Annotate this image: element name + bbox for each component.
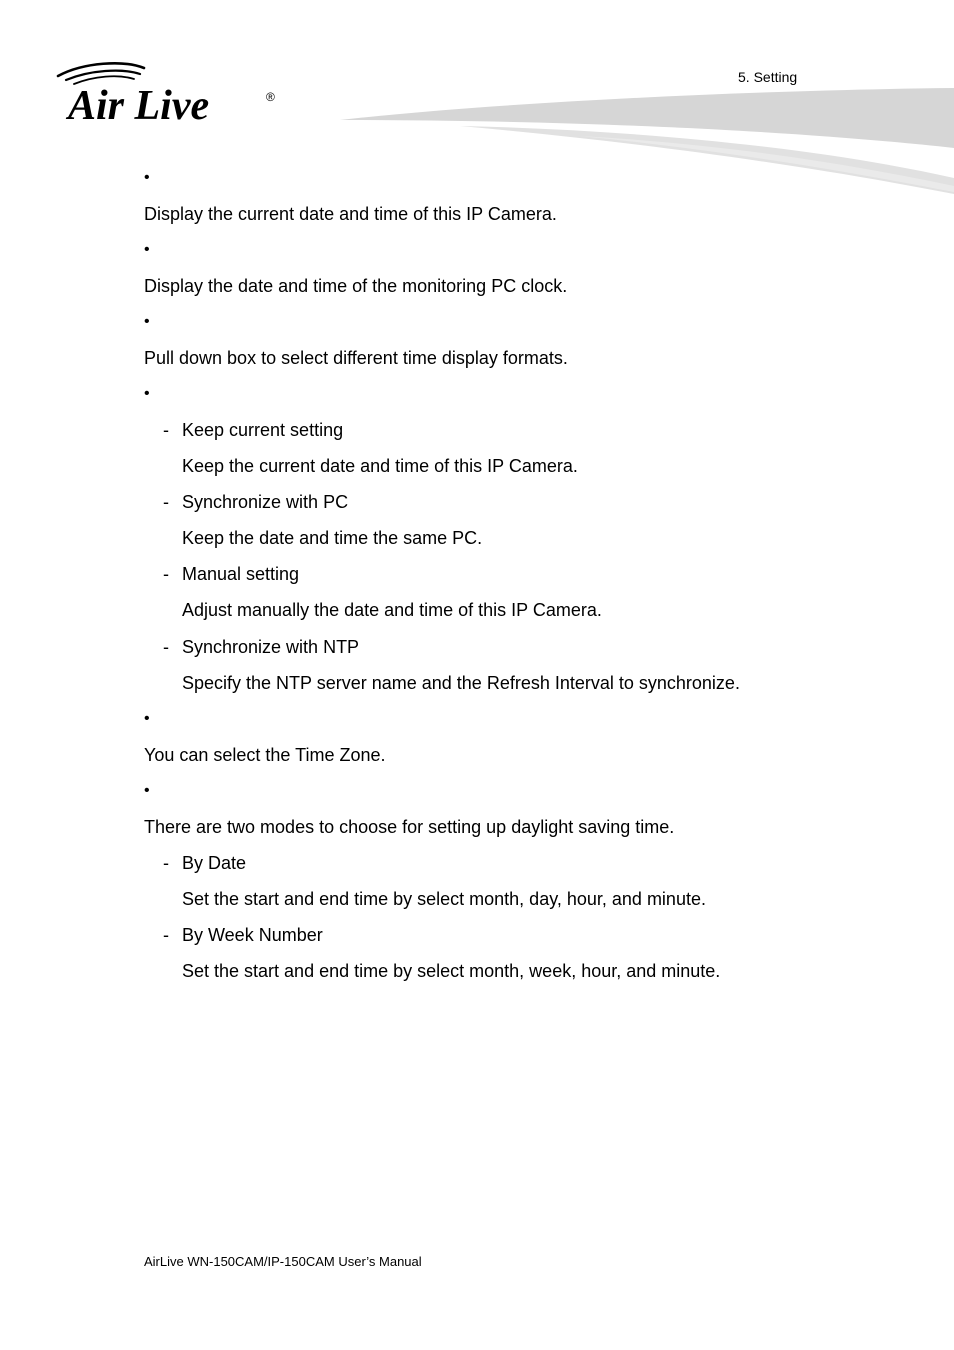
dash-marker: - — [163, 853, 169, 873]
section-description: You can select the Time Zone. — [144, 745, 386, 765]
bullet-marker: • — [144, 782, 150, 799]
bullet-marker: • — [144, 710, 150, 727]
logo-registered-mark: ® — [266, 90, 275, 104]
dash-marker: - — [163, 420, 169, 440]
section-description: There are two modes to choose for setting up daylight saving time. — [144, 817, 675, 837]
bullet-marker: • — [144, 169, 150, 186]
section-description: Display the date and time of the monitoring PC clock. — [144, 276, 568, 296]
section-description: Pull down box to select different time display formats. — [144, 348, 568, 368]
logo-text: Air Live — [68, 83, 210, 129]
option-label: Manual setting — [182, 564, 300, 584]
dash-marker: - — [163, 925, 169, 945]
dash-marker: - — [163, 564, 169, 584]
section-description: Display the current date and time of this IP Camera. — [144, 204, 557, 224]
option-label: Synchronize with NTP — [182, 637, 360, 657]
bullet-marker: • — [144, 385, 150, 402]
bullet-marker: • — [144, 241, 150, 258]
page-footer: AirLive WN-150CAM/IP-150CAM User’s Manual — [144, 1254, 422, 1269]
option-description: Set the start and end time by select month, day, hour, and minute. — [182, 889, 706, 909]
dash-marker: - — [163, 492, 169, 512]
option-description: Adjust manually the date and time of this IP Camera. — [182, 600, 602, 620]
option-label: By Week Number — [182, 925, 323, 945]
option-label: By Date — [182, 853, 247, 873]
option-description: Specify the NTP server name and the Refresh Interval to synchronize. — [182, 673, 740, 693]
bullet-marker: • — [144, 313, 150, 330]
option-description: Set the start and end time by select month, week, hour, and minute. — [182, 961, 721, 981]
option-label: Synchronize with PC — [182, 492, 349, 512]
dash-marker: - — [163, 637, 169, 657]
option-label: Keep current setting — [182, 420, 344, 440]
option-description: Keep the date and time the same PC. — [182, 528, 483, 548]
option-description: Keep the current date and time of this IP Camera. — [182, 456, 578, 476]
chapter-label: 5. Setting — [738, 69, 798, 85]
